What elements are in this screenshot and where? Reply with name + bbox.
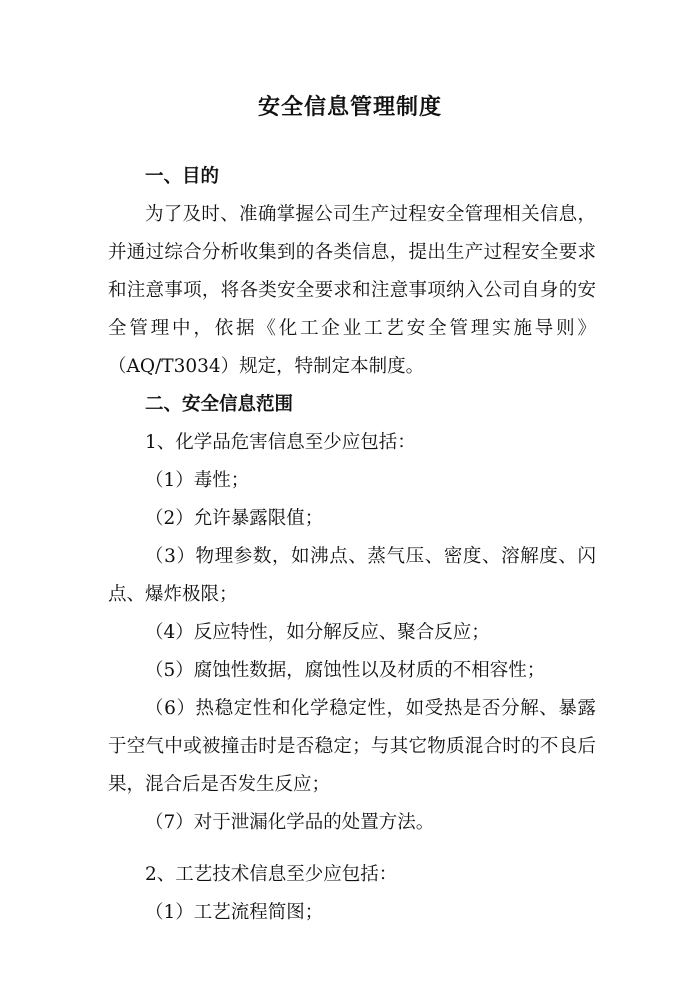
section-heading-scope: 二、安全信息范围 (145, 394, 294, 415)
list-item: （7）对于泄漏化学品的处置方法。 (145, 812, 435, 833)
document-body (108, 158, 596, 932)
list-item: （1）工艺流程简图； (145, 902, 324, 923)
document-title: 安全信息管理制度 (257, 95, 442, 120)
list-item: （2）允许暴露限值； (145, 508, 324, 529)
list-item: （5）腐蚀性数据，腐蚀性以及材质的不相容性； (145, 660, 546, 681)
list-item: （1）毒性； (145, 470, 250, 491)
section-heading-purpose: 一、目的 (145, 166, 220, 187)
list-item: （6）热稳定性和化学稳定性，如受热是否分解、暴露于空气中或被撞击时是否稳定；与其它物质混合时的不良后果，混合后是否发生反应； (108, 698, 596, 795)
subsection-chemical-hazard-intro: 1、化学品危害信息至少应包括： (145, 432, 416, 453)
purpose-paragraph: 为了及时、准确掌握公司生产过程安全管理相关信息，并通过综合分析收集到的各类信息，提出生产过程安全要求和注意事项，将各类安全要求和注意事项纳入公司自身的安全管理中，依据《化工企业工艺安全管理实施导则》（AQ/T3034）规定，特制定本制度。 (108, 204, 596, 377)
list-item: （4）反应特性，如分解反应、聚合反应； (145, 622, 490, 643)
list-item: （3）物理参数，如沸点、蒸气压、密度、溶解度、闪点、爆炸极限； (108, 546, 596, 605)
subsection-process-tech-intro: 2、工艺技术信息至少应包括： (145, 864, 398, 885)
